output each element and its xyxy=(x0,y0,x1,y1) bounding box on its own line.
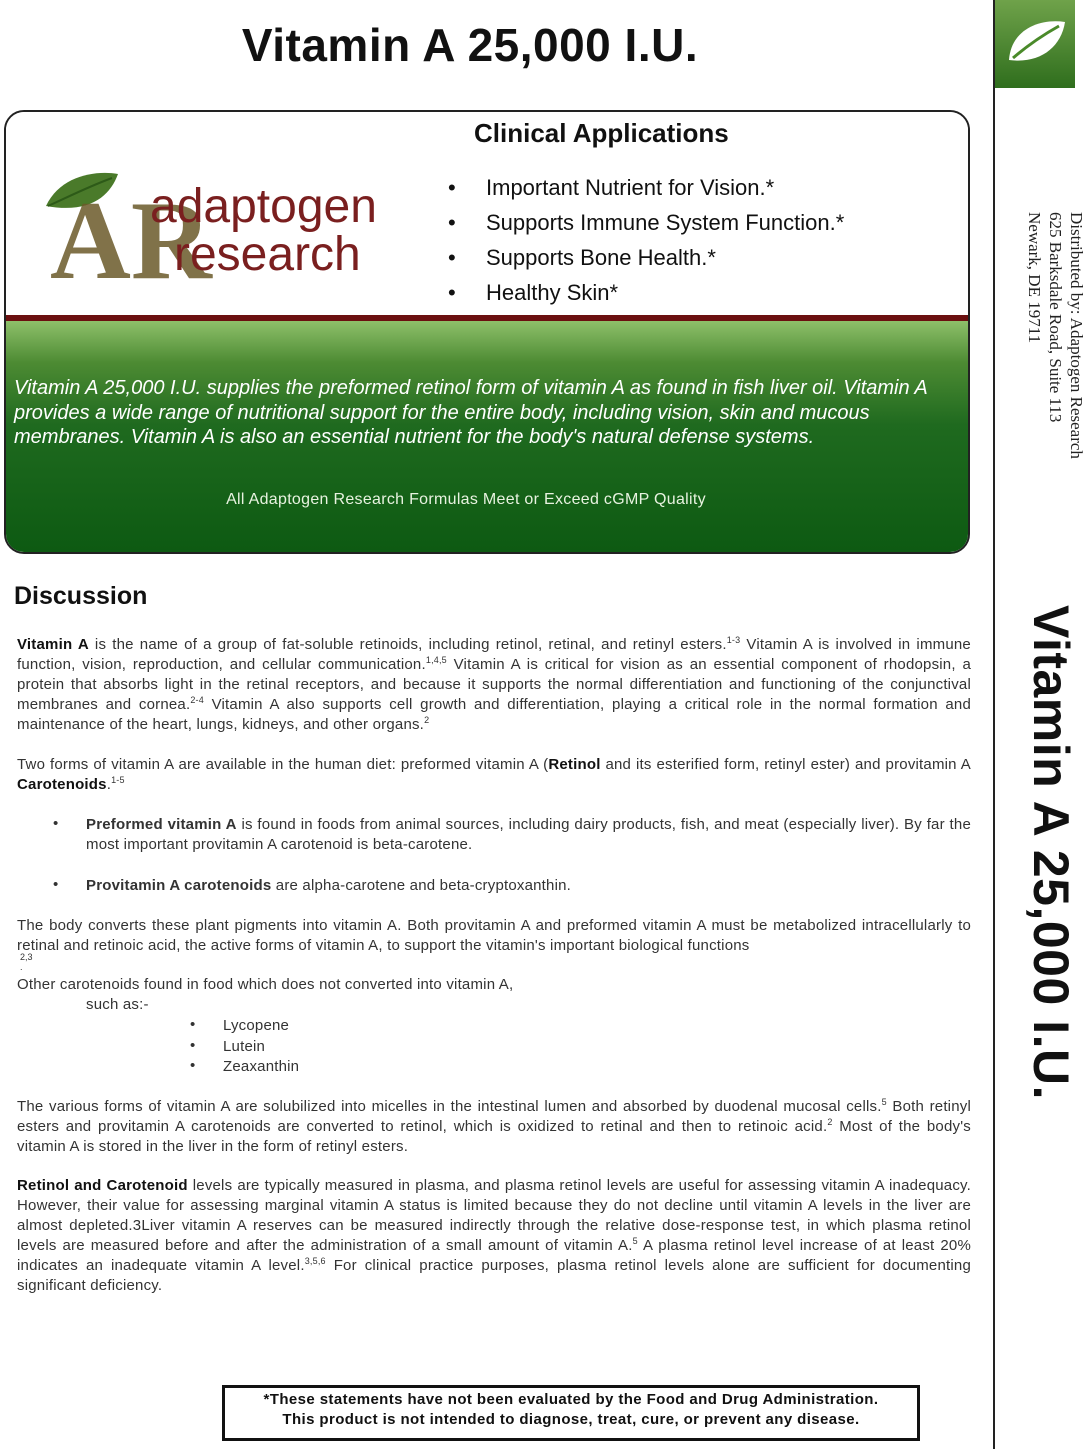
carotenoid-intro: such as:- xyxy=(86,996,149,1013)
clinical-item: • Supports Bone Health.* xyxy=(446,240,844,275)
carotenoid-item: Zeaxanthin xyxy=(223,1058,300,1075)
product-title: Vitamin A 25,000 I.U. xyxy=(241,19,699,71)
carotenoid-item: Lycopene xyxy=(223,1017,290,1034)
discussion-heading: Discussion xyxy=(14,582,148,610)
brand-badge xyxy=(995,0,1075,88)
distributor-address xyxy=(1024,212,1087,459)
distributor-line: 625 Barksdale Road, Suite 113 xyxy=(1046,212,1065,423)
clinical-item: • Supports Immune System Function.* xyxy=(446,205,844,240)
leaf-icon xyxy=(995,0,1075,88)
bullet-icon: • xyxy=(190,1016,196,1033)
clinical-item: • Important Nutrient for Vision.* xyxy=(446,170,844,205)
side-title: Vitamin A 25,000 I.U. xyxy=(1023,605,1079,1100)
card-header xyxy=(6,112,968,317)
logo-monogram: AR xyxy=(50,179,212,284)
discussion-paragraph: The various forms of vitamin A are solubilized into micelles in the intestinal lumen and absorbed by duodenal mucosal cells.$^5$ Both retinyl esters and provitamin A carotenoids are converted to retinol, which is oxidized to retinal and then to retinoic acid.$^2$ Most of the body's vitamin A is stored in the liver in the form of retinyl esters. xyxy=(17,1097,971,1155)
bullet-icon: • xyxy=(53,815,59,832)
distributor-line: Newark, DE 19711 xyxy=(1025,212,1044,344)
discussion-paragraph: Two forms of vitamin A are available in the human diet: preformed vitamin A (Retinol and its esterified form, retinyl ester) and provitamin A Carotenoids.$^{1-5}$ xyxy=(17,756,971,793)
disclaimer-line: *These statements have not been evaluated by the Food and Drug Administration. xyxy=(263,1391,879,1408)
fda-disclaimer xyxy=(222,1385,920,1441)
bullet-item: Preformed vitamin A is found in foods from animal sources, including dairy products, fish, and meat (especially liver). By far the most important provitamin A carotenoid is beta-carotene. xyxy=(86,816,971,853)
sidebar-divider xyxy=(993,0,995,1449)
logo-word-adaptogen: adaptogen xyxy=(150,180,377,233)
carotenoid-intro: Other carotenoids found in food which does not converted into vitamin A, xyxy=(17,976,514,993)
quality-note: All Adaptogen Research Formulas Meet or Exceed cGMP Quality xyxy=(226,491,706,508)
bullet-item: Provitamin A carotenoids are alpha-carotene and beta-cryptoxanthin. xyxy=(86,877,572,894)
discussion-paragraph: Retinol and Carotenoid levels are typically measured in plasma, and plasma retinol levels are useful for assessing vitamin A inadequacy. However, their value for assessing marginal vitamin A status is limited because they do not decline until vitamin A levels in the liver are almost depleted.3Liver vitamin A reserves can be measured indirectly through the relative dose-response test, in which plasma retinol levels are measured before and after the administration of a small amount of vitamin A.$^5$ A plasma retinol level increase of at least 20% indicates an inadequate vitamin A level.$^{3,5,6}$ For clinical practice purposes, plasma retinol levels alone are sufficient for documenting significant deficiency. xyxy=(17,1177,972,1294)
adaptogen-research-logo xyxy=(40,166,380,284)
distributor-line: Distributed by: Adaptogen Research xyxy=(1067,212,1086,459)
carotenoid-item: Lutein xyxy=(223,1038,266,1055)
bullet-icon: • xyxy=(190,1057,196,1074)
citation: 2,3 . xyxy=(20,952,33,972)
clinical-applications-title: Clinical Applications xyxy=(474,118,729,148)
product-summary-card xyxy=(4,110,970,554)
disclaimer-line: This product is not intended to diagnose, treat, cure, or prevent any disease. xyxy=(282,1411,860,1428)
product-summary: Vitamin A 25,000 I.U. supplies the preformed retinol form of vitamin A as found in fish liver oil. Vitamin A provides a wide range of nutritional support for the entire body, including vision, skin and mucous membranes. Vitamin A is also an essential nutrient for the body's natural defense systems. xyxy=(14,377,928,448)
clinical-item: • Healthy Skin* xyxy=(446,275,844,310)
summary-panel xyxy=(6,321,968,552)
logo-word-research: research xyxy=(174,228,361,281)
discussion-paragraph: The body converts these plant pigments into vitamin A. Both provitamin A and preformed vitamin A must be metabolized intracellularly to retinal and retinoic acid, the active forms of vitamin A, to support the vitamin's important biological functions xyxy=(17,917,971,954)
bullet-icon: • xyxy=(53,876,59,893)
clinical-applications-list xyxy=(446,170,844,310)
discussion-paragraph: Vitamin A is the name of a group of fat-soluble retinoids, including retinol, retinal, and retinyl esters.$^{1-3}$ Vitamin A is involved in immune function, vision, reproduction, and cellular communication.$^{1,4,5}$ Vitamin A is critical for vision as an essential component of rhodopsin, a protein that absorbs light in the retinal receptors, and because it supports the normal differentiation and functioning of the conjunctival membranes and cornea.$^{2-4}$ Vitamin A also supports cell growth and differentiation, playing a critical role in the normal formation and maintenance of the heart, lungs, kidneys, and other organs.$^2$ xyxy=(17,635,972,733)
bullet-icon: • xyxy=(190,1037,196,1054)
